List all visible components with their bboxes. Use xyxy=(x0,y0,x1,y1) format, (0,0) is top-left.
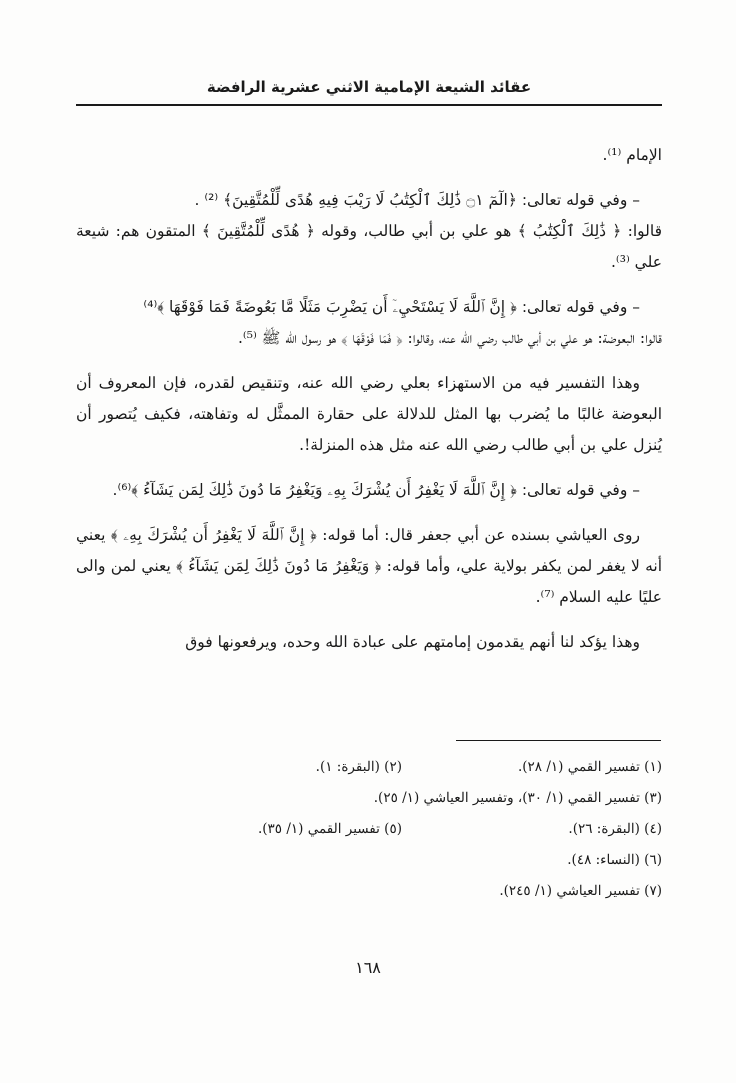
footnote-4: (٤) (البقرة: ٢٦). xyxy=(568,821,662,837)
main-text xyxy=(76,140,662,658)
header-rule xyxy=(76,104,662,106)
paragraph-3: قالوا: ﴿ ذَٰلِكَ ٱلْكِتَٰبُ ﴾ هو علي بن أبي طالب، وقوله ﴿ هُدًى لِّلْمُتَّقِينَ ﴾ المتقون هم: شيعة علي ⁽³⁾. xyxy=(76,222,662,271)
footnote-6: (٦) (النساء: ٤٨). xyxy=(567,852,662,868)
paragraph-8: روى العياشي بسنده عن أبي جعفر قال: أما قوله: ﴿ إِنَّ ٱللَّهَ لَا يَغْفِرُ أَن يُشْرَكَ بِهِۦ ﴾ يعني أنه لا يغفر لمن يكفر بولاية علي، وأما قوله: ﴿ وَيَغْفِرُ مَا دُونَ ذَٰلِكَ لِمَن يَشَآءُ ﴾ يعني لمن والى عليًا عليه السلام ⁽⁷⁾. xyxy=(76,526,662,606)
footnote-rule xyxy=(456,740,661,741)
footnote-2: (٢) (البقرة: ١). xyxy=(315,759,402,775)
page-number: ١٦٨ xyxy=(355,958,381,977)
footnote-5: (٥) تفسير القمي (١/ ٣٥). xyxy=(257,821,402,837)
paragraph-2: – وفي قوله تعالى: ﴿الٓمٓ ۝١ ذَٰلِكَ ٱلْكِتَٰبُ لَا رَيْبَ فِيهِ هُدًى لِّلْمُتَّقِينَ﴾ ⁽²⁾ . xyxy=(194,191,640,209)
paragraph-7: – وفي قوله تعالى: ﴿ إِنَّ ٱللَّهَ لَا يَغْفِرُ أَن يُشْرَكَ بِهِۦ وَيَغْفِرُ مَا دُونَ ذَٰلِكَ لِمَن يَشَآءُ ﴾⁽⁶⁾. xyxy=(112,481,640,499)
footnote-3: (٣) تفسير القمي (١/ ٣٠)، وتفسير العياشي (١/ ٢٥). xyxy=(373,790,662,806)
paragraph-4: – وفي قوله تعالى: ﴿ إِنَّ ٱللَّهَ لَا يَسْتَحْيِۦٓ أَن يَضْرِبَ مَثَلًا مَّا بَعُوضَةً فَمَا فَوْقَهَا ﴾⁽⁴⁾ xyxy=(143,298,640,316)
paragraph-5: قالوا: البعوضة: هو علي بن أبي طالب رضي الله عنه، وقالوا: ﴿ فَمَا فَوْقَهَا ﴾ هو رسول الله ﷺ ⁽⁵⁾. xyxy=(237,329,662,347)
footnote-7: (٧) تفسير العياشي (١/ ٢٤٥). xyxy=(499,883,662,899)
footnotes xyxy=(76,752,662,907)
footnote-1: (١) تفسير القمي (١/ ٢٨). xyxy=(517,759,662,775)
paragraph-6: وهذا التفسير فيه من الاستهزاء بعلي رضي الله عنه، وتنقيص لقدره، فإن المعروف أن البعوضة غالبًا ما يُضرب بها المثل للدلالة على حقارة الممثَّل له وتفاهته، فكيف يُتصور أن يُنزل علي بن أبي طالب رضي الله عنه مثل هذه المنزلة!. xyxy=(76,374,662,454)
paragraph-9: وهذا يؤكد لنا أنهم يقدمون إمامتهم على عبادة الله وحده، ويرفعونها فوق xyxy=(185,633,640,651)
running-header: عقائد الشيعة الإمامية الاثني عشرية الرافضة xyxy=(206,78,532,96)
paragraph-1: الإمام ⁽¹⁾. xyxy=(602,146,662,164)
